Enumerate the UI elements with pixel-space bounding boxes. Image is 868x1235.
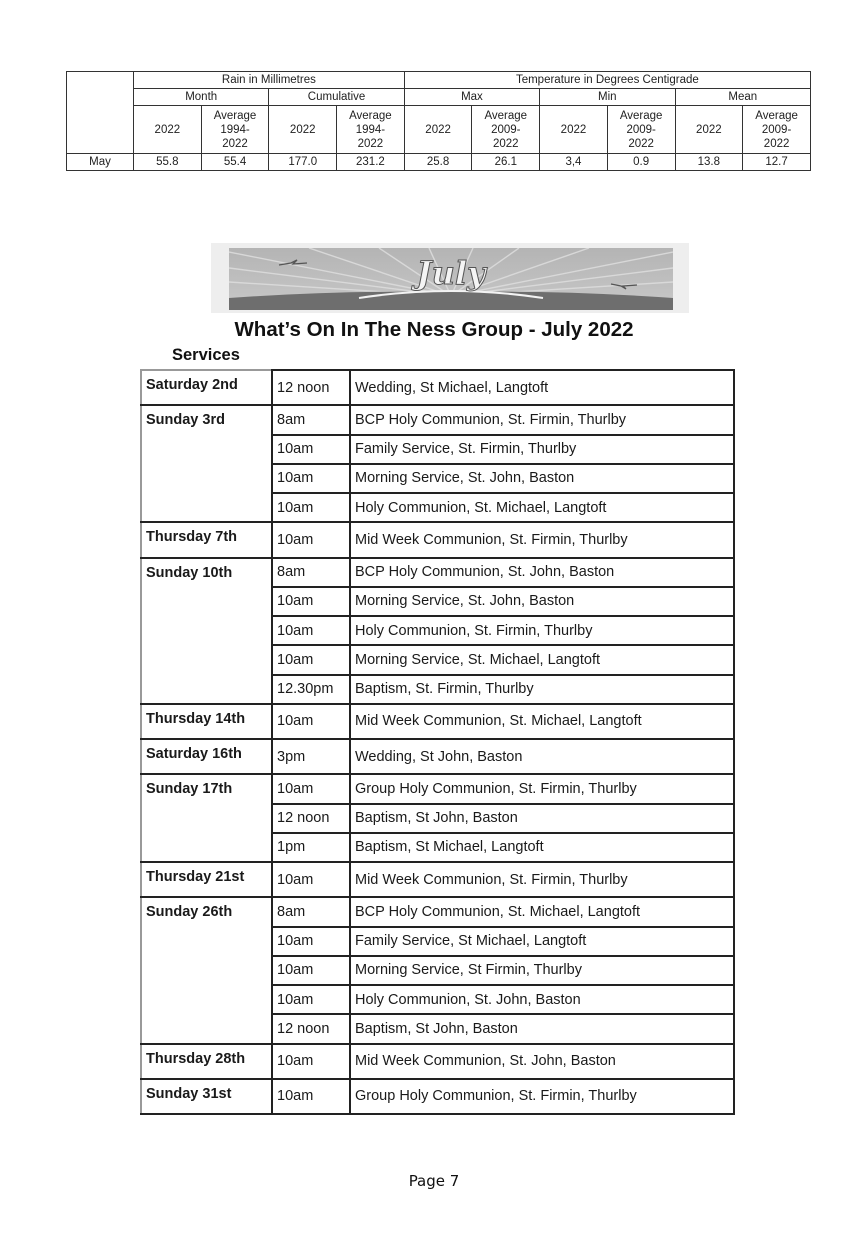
hills-icon xyxy=(229,292,673,310)
service-description: Group Holy Communion, St. Firmin, Thurlby xyxy=(350,1079,734,1114)
service-description: Family Service, St. Firmin, Thurlby xyxy=(350,435,734,464)
service-row xyxy=(141,1044,734,1079)
services-table xyxy=(140,369,735,1115)
service-time: 10am xyxy=(272,587,350,616)
column-header-line: 2022 xyxy=(696,123,722,136)
column-header-line: 1994- xyxy=(220,123,250,136)
service-time: 10am xyxy=(272,862,350,897)
banner-text: July xyxy=(416,254,486,292)
service-description: Wedding, St John, Baston xyxy=(350,739,734,774)
service-day: Thursday 21st xyxy=(141,862,272,897)
weather-value-cell: 25.8 xyxy=(404,154,472,171)
weather-column-header xyxy=(134,106,202,154)
service-row xyxy=(141,897,734,926)
service-description: Morning Service, St. John, Baston xyxy=(350,587,734,616)
section-heading-services: Services xyxy=(172,346,240,364)
service-row xyxy=(141,862,734,897)
service-description: Baptism, St John, Baston xyxy=(350,804,734,833)
weather-column-header xyxy=(540,106,608,154)
service-time: 10am xyxy=(272,774,350,803)
column-header-line: Average xyxy=(619,109,663,122)
weather-value-cell: 13.8 xyxy=(675,154,743,171)
service-description: Morning Service, St. Michael, Langtoft xyxy=(350,645,734,674)
service-description: BCP Holy Communion, St. Michael, Langtoft xyxy=(350,897,734,926)
service-row xyxy=(141,704,734,739)
service-description: Mid Week Communion, St. Michael, Langtoft xyxy=(350,704,734,739)
weather-column-header xyxy=(269,106,337,154)
column-header-line: Average xyxy=(349,109,392,122)
service-description: Holy Communion, St. John, Baston xyxy=(350,985,734,1014)
service-day: Saturday 16th xyxy=(141,739,272,774)
service-day: Thursday 7th xyxy=(141,522,272,557)
service-time: 10am xyxy=(272,1044,350,1079)
service-day: Sunday 17th xyxy=(141,774,272,862)
rain-group-header: Rain in Millimetres xyxy=(134,72,405,89)
weather-column-header xyxy=(201,106,269,154)
column-header-line: 2022 xyxy=(763,137,790,150)
weather-row-label-header xyxy=(67,72,134,154)
service-time: 10am xyxy=(272,704,350,739)
column-header-line: 2022 xyxy=(222,137,248,150)
service-description: BCP Holy Communion, St. Firmin, Thurlby xyxy=(350,405,734,434)
weather-column-header xyxy=(607,106,675,154)
column-header-line: 2009- xyxy=(626,123,656,136)
service-day: Sunday 26th xyxy=(141,897,272,1043)
service-time: 8am xyxy=(272,897,350,926)
service-time: 10am xyxy=(272,1079,350,1114)
service-row xyxy=(141,370,734,405)
service-day: Thursday 28th xyxy=(141,1044,272,1079)
weather-value-cell: 12.7 xyxy=(743,154,811,171)
weather-header-columns xyxy=(67,106,811,154)
service-row xyxy=(141,558,734,587)
july-banner xyxy=(211,243,689,313)
subgroup-min: Min xyxy=(540,89,675,106)
weather-row-label: May xyxy=(67,154,134,171)
service-day: Sunday 3rd xyxy=(141,405,272,522)
service-time: 10am xyxy=(272,956,350,985)
service-description: Morning Service, St. John, Baston xyxy=(350,464,734,493)
service-day: Saturday 2nd xyxy=(141,370,272,405)
service-description: Morning Service, St Firmin, Thurlby xyxy=(350,956,734,985)
column-header-line: Average xyxy=(213,109,257,122)
service-description: Group Holy Communion, St. Firmin, Thurlby xyxy=(350,774,734,803)
service-day: Sunday 10th xyxy=(141,558,272,704)
service-description: Mid Week Communion, St. Firmin, Thurlby xyxy=(350,862,734,897)
weather-column-header xyxy=(337,106,405,154)
column-header-line: 2009- xyxy=(491,123,521,136)
service-time: 10am xyxy=(272,435,350,464)
weather-value-cell: 3,4 xyxy=(540,154,608,171)
service-description: Wedding, St Michael, Langtoft xyxy=(350,370,734,405)
weather-value-cell: 26.1 xyxy=(472,154,540,171)
service-row xyxy=(141,739,734,774)
service-day: Sunday 31st xyxy=(141,1079,272,1114)
service-description: Baptism, St Michael, Langtoft xyxy=(350,833,734,862)
service-row xyxy=(141,1079,734,1114)
banner-graphic xyxy=(229,248,673,310)
service-time: 10am xyxy=(272,645,350,674)
service-day: Thursday 14th xyxy=(141,704,272,739)
subgroup-max: Max xyxy=(404,89,539,106)
weather-column-header xyxy=(743,106,811,154)
weather-header-subgroups xyxy=(67,89,811,106)
column-header-line: Average xyxy=(755,109,798,122)
column-header-line: 2009- xyxy=(761,123,792,136)
service-description: Baptism, St John, Baston xyxy=(350,1014,734,1043)
column-header-line: 2022 xyxy=(289,123,316,136)
weather-value-cell: 55.8 xyxy=(134,154,202,171)
weather-value-cell: 231.2 xyxy=(337,154,405,171)
service-time: 8am xyxy=(272,558,350,587)
subgroup-cumulative: Cumulative xyxy=(269,89,404,106)
weather-value-cell: 0.9 xyxy=(607,154,675,171)
column-header-line: 2022 xyxy=(492,137,519,150)
service-description: Baptism, St. Firmin, Thurlby xyxy=(350,675,734,704)
column-header-line: 2022 xyxy=(154,123,181,136)
service-time: 10am xyxy=(272,985,350,1014)
weather-column-header xyxy=(472,106,540,154)
column-header-line: 2022 xyxy=(628,137,654,150)
service-row xyxy=(141,405,734,434)
page-title: What’s On In The Ness Group - July 2022 xyxy=(234,318,634,341)
column-header-line: Average xyxy=(484,109,528,122)
weather-data-row xyxy=(67,154,811,171)
subgroup-mean: Mean xyxy=(675,89,811,106)
service-description: Holy Communion, St. Michael, Langtoft xyxy=(350,493,734,522)
weather-value-cell: 55.4 xyxy=(201,154,269,171)
service-row xyxy=(141,774,734,803)
column-header-line: 1994- xyxy=(355,123,386,136)
weather-column-header xyxy=(404,106,472,154)
service-description: Mid Week Communion, St. Firmin, Thurlby xyxy=(350,522,734,557)
column-header-line: 2022 xyxy=(560,123,587,136)
service-time: 10am xyxy=(272,522,350,557)
column-header-line: 2022 xyxy=(357,137,384,150)
service-description: Family Service, St Michael, Langtoft xyxy=(350,927,734,956)
service-time: 12 noon xyxy=(272,804,350,833)
service-time: 1pm xyxy=(272,833,350,862)
service-time: 10am xyxy=(272,493,350,522)
weather-table xyxy=(66,71,811,171)
service-time: 10am xyxy=(272,616,350,645)
service-description: Holy Communion, St. Firmin, Thurlby xyxy=(350,616,734,645)
temperature-group-header: Temperature in Degrees Centigrade xyxy=(404,72,810,89)
service-time: 12 noon xyxy=(272,370,350,405)
service-time: 12 noon xyxy=(272,1014,350,1043)
service-time: 12.30pm xyxy=(272,675,350,704)
service-time: 10am xyxy=(272,464,350,493)
service-time: 3pm xyxy=(272,739,350,774)
service-row xyxy=(141,522,734,557)
page-number: Page 7 xyxy=(408,1172,460,1190)
column-header-line: 2022 xyxy=(425,123,451,136)
weather-column-header xyxy=(675,106,743,154)
weather-header-groups xyxy=(67,72,811,89)
service-description: BCP Holy Communion, St. John, Baston xyxy=(350,558,734,587)
service-time: 8am xyxy=(272,405,350,434)
subgroup-month: Month xyxy=(134,89,269,106)
service-time: 10am xyxy=(272,927,350,956)
weather-value-cell: 177.0 xyxy=(269,154,337,171)
service-description: Mid Week Communion, St. John, Baston xyxy=(350,1044,734,1079)
